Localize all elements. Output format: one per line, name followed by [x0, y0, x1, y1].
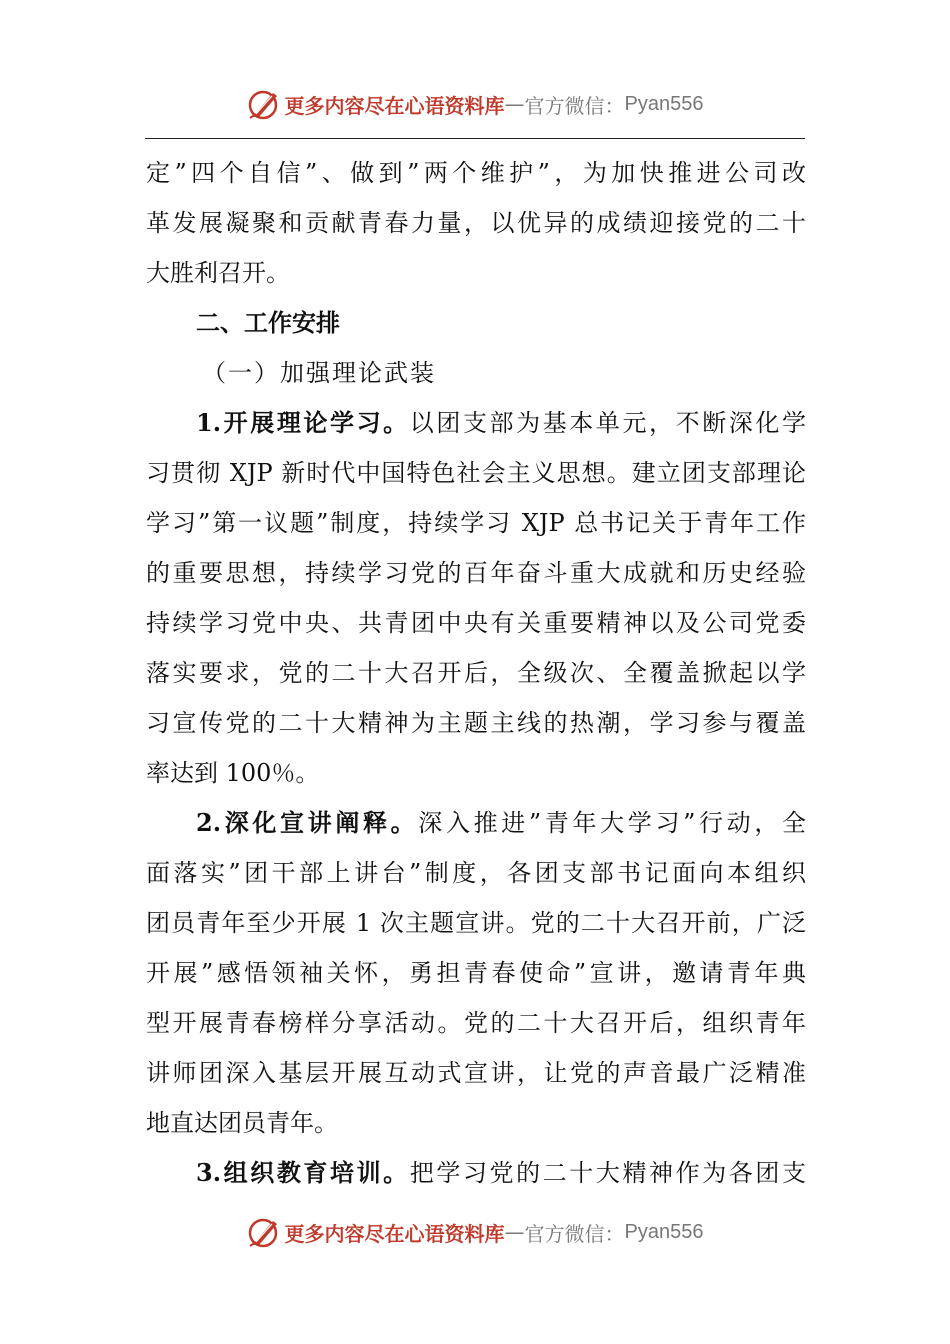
paragraph-line: 学习”第一议题”制度，持续学习 XJP 总书记关于青年工作 [146, 509, 806, 537]
item-heading: 3.组织教育培训。 [196, 1158, 410, 1187]
paragraph-line: 大胜利召开。 [146, 259, 290, 287]
paragraph-line: 讲师团深入基层开展互动式宣讲，让党的声音最广泛精准 [146, 1059, 806, 1087]
paragraph-line: 习贯彻 XJP 新时代中国特色社会主义思想。建立团支部理论 [146, 459, 806, 487]
paragraph-line: 持续学习党中央、共青团中央有关重要精神以及公司党委 [146, 609, 806, 637]
paragraph-line: 的重要思想，持续学习党的百年奋斗重大成就和历史经验 [146, 559, 806, 587]
banner-wechat-label: 官方微信： [524, 93, 625, 118]
paragraph-line: 习宣传党的二十大精神为主题主线的热潮，学习参与覆盖 [146, 709, 806, 737]
paragraph-line: 革发展凝聚和贡献青春力量，以优异的成绩迎接党的二十 [146, 209, 806, 237]
banner-text [285, 1218, 704, 1247]
item-heading: 2.深化宣讲阐释。 [196, 808, 419, 837]
paragraph-line: 地直达团员青年。 [146, 1109, 338, 1137]
pen-feather-logo-icon [247, 87, 281, 121]
subsection-heading: （一）加强理论武装 [202, 359, 436, 387]
item-text: 深入推进”青年大学习”行动，全 [418, 809, 806, 837]
banner-dash: — [504, 1220, 525, 1244]
item-first-line [146, 398, 806, 448]
pen-feather-logo-icon [247, 1215, 281, 1249]
document-body [146, 148, 806, 1198]
header-divider [145, 138, 805, 139]
paragraph-line: 型开展青春榜样分享活动。党的二十大召开后，组织青年 [146, 1009, 806, 1037]
section-heading: 二、工作安排 [196, 309, 340, 337]
paragraph-line: 开展”感悟领袖关怀，勇担青春使命”宣讲，邀请青年典 [146, 959, 806, 987]
item-text: 把学习党的二十大精神作为各团支 [409, 1159, 806, 1187]
paragraph-line: 落实要求，党的二十大召开后，全级次、全覆盖掀起以学 [146, 659, 806, 687]
paragraph-line: 面落实”团干部上讲台”制度，各团支部书记面向本组织 [146, 859, 806, 887]
banner-wechat-label: 官方微信： [524, 1221, 625, 1246]
banner-wechat-id: Pyan556 [624, 1220, 704, 1243]
item-heading: 1.开展理论学习。 [196, 408, 410, 437]
banner-brand: 更多内容尽在心语资料库 [284, 93, 505, 118]
paragraph-line: 团员青年至少开展 1 次主题宣讲。党的二十大召开前，广泛 [146, 909, 806, 937]
item-first-line [146, 798, 806, 848]
banner-text [285, 90, 704, 119]
paragraph-line: 率达到 100％。 [146, 759, 320, 787]
header-banner [0, 84, 950, 124]
banner-brand: 更多内容尽在心语资料库 [284, 1221, 505, 1246]
item-text: 以团支部为基本单元，不断深化学 [409, 409, 806, 437]
paragraph-line: 定”四个自信”、做到”两个维护”，为加快推进公司改 [146, 159, 806, 187]
item-first-line [146, 1148, 806, 1198]
banner-dash: — [504, 92, 525, 116]
banner-wechat-id: Pyan556 [624, 92, 704, 115]
footer-banner [0, 1212, 950, 1252]
